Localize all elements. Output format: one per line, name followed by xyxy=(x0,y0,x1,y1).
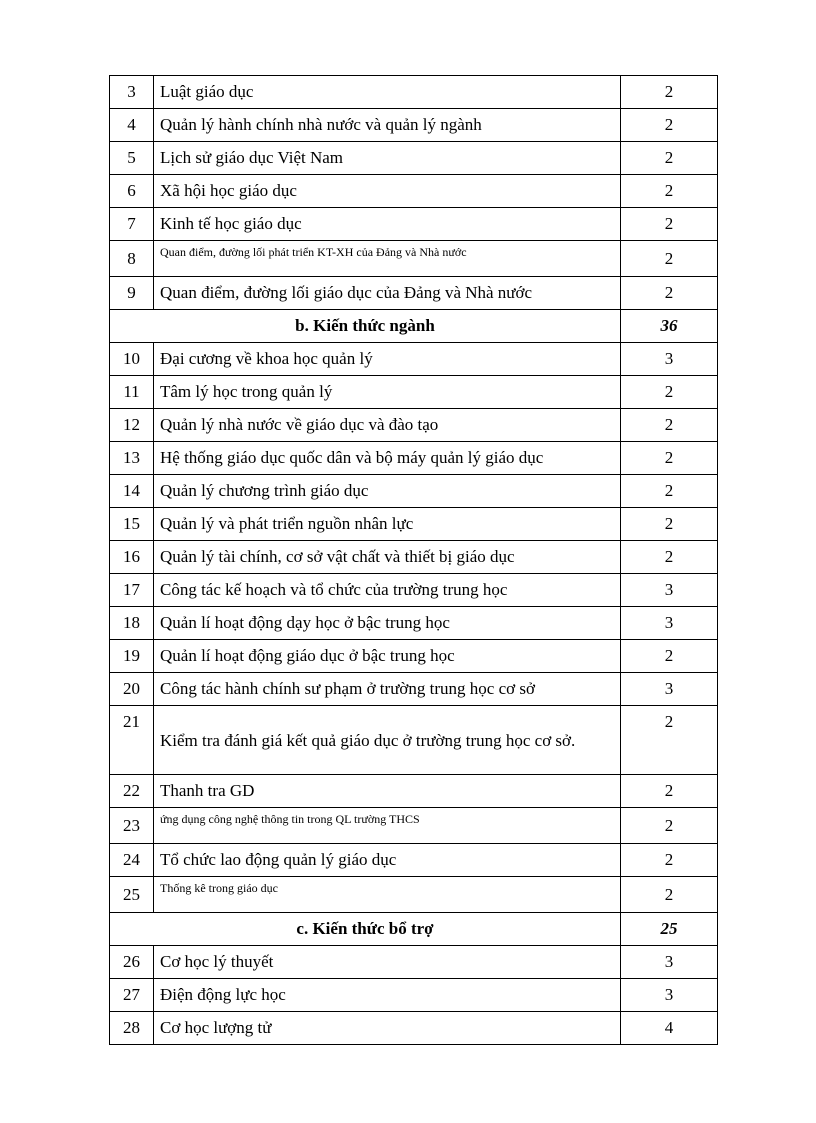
course-row xyxy=(110,76,718,109)
course-name: Quản lý tài chính, cơ sở vật chất và thiết bị giáo dục xyxy=(154,541,621,574)
course-number: 19 xyxy=(110,640,154,673)
curriculum-table-body xyxy=(110,76,718,1045)
course-credits: 3 xyxy=(621,607,718,640)
course-credits: 2 xyxy=(621,109,718,142)
course-credits: 2 xyxy=(621,541,718,574)
course-name: Quản lý nhà nước về giáo dục và đào tạo xyxy=(154,409,621,442)
course-name: Cơ học lượng tử xyxy=(154,1012,621,1045)
course-number: 13 xyxy=(110,442,154,475)
course-row xyxy=(110,508,718,541)
course-name: Tổ chức lao động quản lý giáo dục xyxy=(154,844,621,877)
course-name: Quan điểm, đường lối phát triển KT-XH của Đảng và Nhà nước xyxy=(154,241,621,277)
course-name: Cơ học lý thuyết xyxy=(154,946,621,979)
course-row xyxy=(110,844,718,877)
course-number: 14 xyxy=(110,475,154,508)
course-row xyxy=(110,175,718,208)
course-name: Công tác hành chính sư phạm ở trường trung học cơ sở xyxy=(154,673,621,706)
course-credits: 3 xyxy=(621,979,718,1012)
course-number: 22 xyxy=(110,775,154,808)
course-row xyxy=(110,607,718,640)
course-credits: 2 xyxy=(621,241,718,277)
course-name: Quản lý hành chính nhà nước và quản lý ngành xyxy=(154,109,621,142)
course-credits: 2 xyxy=(621,808,718,844)
course-name: Kiểm tra đánh giá kết quả giáo dục ở trường trung học cơ sở. xyxy=(154,706,621,775)
course-name: Quản lý và phát triển nguồn nhân lực xyxy=(154,508,621,541)
course-number: 6 xyxy=(110,175,154,208)
course-number: 28 xyxy=(110,1012,154,1045)
course-row xyxy=(110,574,718,607)
course-number: 20 xyxy=(110,673,154,706)
section-credit-total: 25 xyxy=(621,913,718,946)
course-row xyxy=(110,241,718,277)
course-name: Thanh tra GD xyxy=(154,775,621,808)
course-name: Quản lý chương trình giáo dục xyxy=(154,475,621,508)
course-row xyxy=(110,409,718,442)
course-name: Xã hội học giáo dục xyxy=(154,175,621,208)
course-row xyxy=(110,442,718,475)
course-row xyxy=(110,706,718,775)
course-row xyxy=(110,979,718,1012)
course-row xyxy=(110,1012,718,1045)
course-number: 11 xyxy=(110,376,154,409)
course-name: Hệ thống giáo dục quốc dân và bộ máy quản lý giáo dục xyxy=(154,442,621,475)
course-name: Luật giáo dục xyxy=(154,76,621,109)
course-row xyxy=(110,208,718,241)
course-credits: 2 xyxy=(621,775,718,808)
course-credits: 3 xyxy=(621,946,718,979)
course-number: 8 xyxy=(110,241,154,277)
course-credits: 2 xyxy=(621,844,718,877)
course-name: Điện động lực học xyxy=(154,979,621,1012)
course-number: 27 xyxy=(110,979,154,1012)
course-name: Quản lí hoạt động giáo dục ở bậc trung học xyxy=(154,640,621,673)
course-name: Tâm lý học trong quản lý xyxy=(154,376,621,409)
course-row xyxy=(110,673,718,706)
course-row xyxy=(110,277,718,310)
course-credits: 2 xyxy=(621,877,718,913)
course-row xyxy=(110,475,718,508)
course-row xyxy=(110,142,718,175)
course-number: 3 xyxy=(110,76,154,109)
course-row xyxy=(110,775,718,808)
course-number: 7 xyxy=(110,208,154,241)
course-credits: 3 xyxy=(621,343,718,376)
course-name: Thống kê trong giáo dục xyxy=(154,877,621,913)
course-number: 25 xyxy=(110,877,154,913)
course-number: 15 xyxy=(110,508,154,541)
course-name: ứng dụng công nghệ thông tin trong QL trường THCS xyxy=(154,808,621,844)
course-number: 5 xyxy=(110,142,154,175)
course-credits: 2 xyxy=(621,277,718,310)
course-name: Đại cương về khoa học quản lý xyxy=(154,343,621,376)
course-credits: 2 xyxy=(621,376,718,409)
course-name: Quan điểm, đường lối giáo dục của Đảng và Nhà nước xyxy=(154,277,621,310)
course-credits: 2 xyxy=(621,475,718,508)
course-row xyxy=(110,877,718,913)
section-header-row xyxy=(110,913,718,946)
course-row xyxy=(110,541,718,574)
course-row xyxy=(110,109,718,142)
course-credits: 2 xyxy=(621,640,718,673)
section-header-row xyxy=(110,310,718,343)
course-number: 10 xyxy=(110,343,154,376)
course-row xyxy=(110,640,718,673)
course-number: 16 xyxy=(110,541,154,574)
course-number: 24 xyxy=(110,844,154,877)
course-row xyxy=(110,808,718,844)
course-credits: 2 xyxy=(621,175,718,208)
course-credits: 2 xyxy=(621,208,718,241)
course-name: Quản lí hoạt động dạy học ở bậc trung học xyxy=(154,607,621,640)
section-credit-total: 36 xyxy=(621,310,718,343)
section-title: b. Kiến thức ngành xyxy=(110,310,621,343)
course-credits: 4 xyxy=(621,1012,718,1045)
course-name: Lịch sử giáo dục Việt Nam xyxy=(154,142,621,175)
course-credits: 2 xyxy=(621,442,718,475)
course-number: 21 xyxy=(110,706,154,775)
course-name: Kinh tế học giáo dục xyxy=(154,208,621,241)
course-credits: 2 xyxy=(621,706,718,775)
course-name: Công tác kế hoạch và tổ chức của trường trung học xyxy=(154,574,621,607)
course-credits: 2 xyxy=(621,142,718,175)
course-credits: 2 xyxy=(621,508,718,541)
course-row xyxy=(110,376,718,409)
course-number: 4 xyxy=(110,109,154,142)
course-number: 18 xyxy=(110,607,154,640)
course-credits: 3 xyxy=(621,673,718,706)
course-number: 9 xyxy=(110,277,154,310)
course-credits: 2 xyxy=(621,76,718,109)
course-credits: 2 xyxy=(621,409,718,442)
course-row xyxy=(110,946,718,979)
section-title: c. Kiến thức bổ trợ xyxy=(110,913,621,946)
course-number: 12 xyxy=(110,409,154,442)
course-number: 17 xyxy=(110,574,154,607)
course-number: 23 xyxy=(110,808,154,844)
course-row xyxy=(110,343,718,376)
curriculum-table xyxy=(109,75,718,1045)
course-credits: 3 xyxy=(621,574,718,607)
course-number: 26 xyxy=(110,946,154,979)
